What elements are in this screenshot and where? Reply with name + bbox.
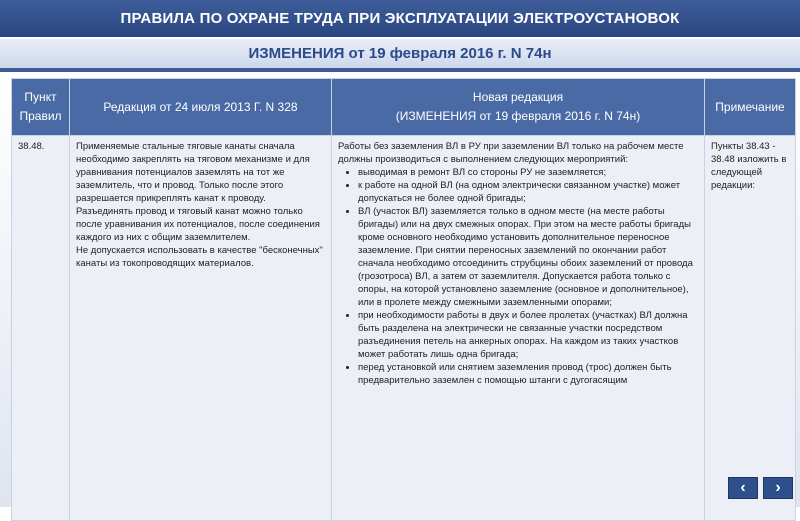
list-item: • выводимая в ремонт ВЛ со стороны РУ не заземляется; xyxy=(358,166,698,179)
header-new-edition xyxy=(332,79,705,136)
new-edition-list xyxy=(338,166,698,387)
header-old-edition: Редакция от 24 июля 2013 Г. N 328 xyxy=(70,79,332,136)
header-note: Примечание xyxy=(705,79,796,136)
list-item: • перед установкой или снятием заземления провод (трос) должен быть предварительно заземлен с помощью штанги с дугогасящим xyxy=(358,361,698,387)
cell-point: 38.48. xyxy=(12,136,70,521)
next-slide-button[interactable] xyxy=(763,477,793,499)
cell-old-edition xyxy=(70,136,332,521)
prev-slide-button[interactable] xyxy=(728,477,758,499)
cell-note: Пункты 38.43 - 38.48 изложить в следующей редакции: xyxy=(705,136,796,521)
header-point: Пункт Правил xyxy=(12,79,70,136)
presentation-title: ПРАВИЛА ПО ОХРАНЕ ТРУДА ПРИ ЭКСПЛУАТАЦИИ ЭЛЕКТРОУСТАНОВОК xyxy=(120,10,680,27)
new-edition-intro: Работы без заземления ВЛ в РУ при заземлении ВЛ только на рабочем месте должны производиться с выполнением следующих мероприятий: xyxy=(338,141,684,165)
list-item: • ВЛ (участок ВЛ) заземляется только в одном месте (на месте работы бригады) или на двух смежных опорах. При этом на месте работы бригады кроме основного необходимо установить дополнительное переносное заземление. При снятии переносных заземлений по окончании работ сначала необходимо отсоединить струбцины обоих заземлений от провода (грозотроса) ВЛ, а затем от заземлителя. Допускается работа только с опоры, на которой установлено заземление (основное и дополнительное), или в пролете между смежными заземленными опорами; xyxy=(358,205,698,309)
chevron-right-icon: › xyxy=(775,479,781,496)
header-new-edition-title: Новая редакция xyxy=(472,90,564,104)
table-header-row xyxy=(12,79,796,136)
chevron-left-icon: ‹ xyxy=(740,479,746,496)
changes-table xyxy=(11,78,796,521)
cell-new-edition xyxy=(332,136,705,521)
list-item: • при необходимости работы в двух и более пролетах (участках) ВЛ должна быть разделена на электрически не связанные участки посредством разъединения петель на анкерных опорах. На каждом из таких участков может работать лишь одна бригада; xyxy=(358,309,698,361)
header-new-edition-subtitle: (ИЗМЕНЕНИЯ от 19 февраля 2016 г. N 74н) xyxy=(395,109,641,123)
presentation-title-bar xyxy=(0,0,800,37)
slide-subtitle: ИЗМЕНЕНИЯ от 19 февраля 2016 г. N 74н xyxy=(248,45,552,62)
old-edition-paragraph-2: Не допускается использовать в качестве "бесконечных" канаты из токопроводящих материалов. xyxy=(76,245,323,269)
list-item: • к работе на одной ВЛ (на одном электрически связанном участке) может допускаться не более одной бригады; xyxy=(358,179,698,205)
slide-subtitle-bar xyxy=(0,37,800,68)
old-edition-paragraph-1: Применяемые стальные тяговые канаты сначала необходимо закреплять на тяговом механизме и для уравнивания потенциалов заземлять на тот же заземлитель, что и провод. Только после этого разрешается прикреплять канат к проводу. Разъединять провод и тяговый канат можно только после уравнивания их потенциалов, после соединения каждого из них с общим заземлителем. xyxy=(76,141,320,243)
table-row xyxy=(12,136,796,521)
